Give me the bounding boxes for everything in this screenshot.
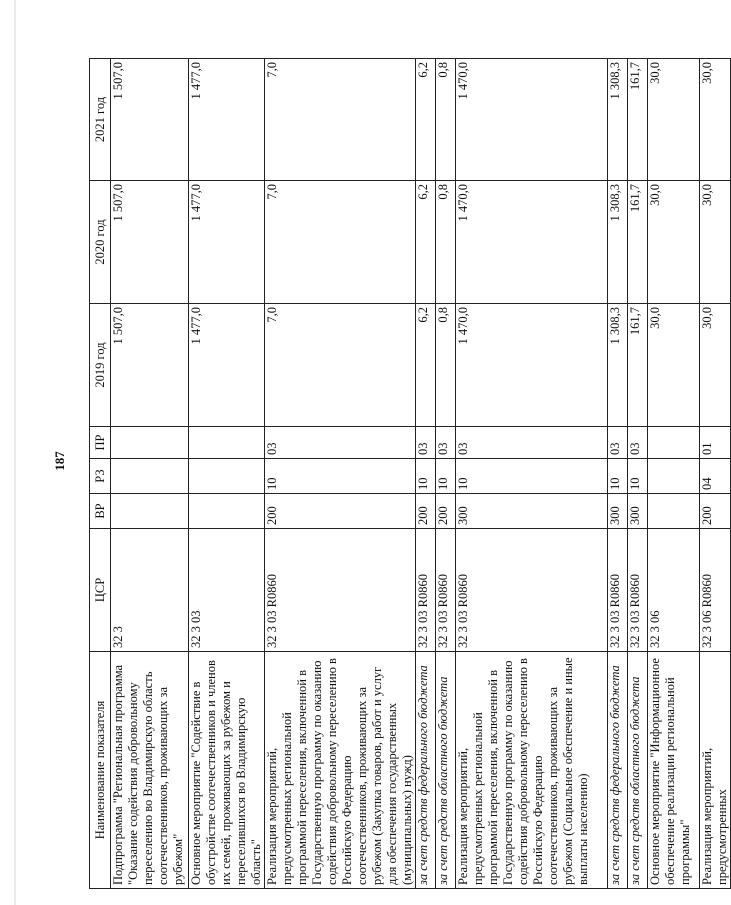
value-2020-cell: 0,8 (436, 181, 456, 304)
header-csr: ЦСР (90, 529, 111, 652)
value-2019-cell: 7,0 (265, 304, 416, 427)
value-2020-cell: 7,0 (265, 181, 416, 304)
name-cell: за счет средств областного бюджета (436, 652, 456, 889)
rz-cell: 10 (608, 459, 628, 494)
header-2020: 2020 год (90, 181, 111, 304)
page-number: 187 (52, 451, 67, 471)
header-pr: ПР (90, 427, 111, 459)
value-2020-cell: 1 477,0 (189, 181, 265, 304)
rz-cell: 10 (628, 459, 648, 494)
value-2021-cell: 1 470,0 (456, 59, 608, 181)
table-row (648, 59, 700, 889)
table-row (416, 59, 436, 889)
pr-cell: 03 (436, 427, 456, 459)
pr-cell (189, 427, 265, 459)
table-row (189, 59, 265, 889)
header-2021: 2021 год (90, 59, 111, 181)
rz-cell (648, 459, 700, 494)
budget-table (89, 58, 731, 889)
name-cell: Основное мероприятие "Содействие в обустройстве соотечественников и членов их семей, проживающих за рубежом и переселившихся во Владимирскую область" (189, 652, 265, 889)
pr-cell: 03 (456, 427, 608, 459)
value-2021-cell: 7,0 (265, 59, 416, 181)
pr-cell (648, 427, 700, 459)
csr-cell: 32 3 03 R0860 (436, 529, 456, 652)
value-2020-cell: 1 470,0 (456, 181, 608, 304)
rz-cell (111, 459, 189, 494)
value-2019-cell: 161,7 (628, 304, 648, 427)
value-2020-cell: 1 308,3 (608, 181, 628, 304)
table-row (436, 59, 456, 889)
value-2020-cell: 1 507,0 (111, 181, 189, 304)
csr-cell: 32 3 03 R0860 (265, 529, 416, 652)
table-row (608, 59, 628, 889)
rz-cell: 10 (436, 459, 456, 494)
header-rz: РЗ (90, 459, 111, 494)
csr-cell: 32 3 03 R0860 (608, 529, 628, 652)
value-2020-cell: 161,7 (628, 181, 648, 304)
table-row (700, 59, 731, 889)
value-2021-cell: 1 477,0 (189, 59, 265, 181)
vr-cell (189, 494, 265, 529)
vr-cell (648, 494, 700, 529)
value-2021-cell: 1 308,3 (608, 59, 628, 181)
pr-cell: 03 (416, 427, 436, 459)
name-cell: за счет средств областного бюджета (628, 652, 648, 889)
rotated-table-container (89, 59, 729, 889)
name-cell: Реализация мероприятий, предусмотренных (700, 652, 731, 889)
rz-cell (189, 459, 265, 494)
vr-cell: 300 (456, 494, 608, 529)
value-2019-cell: 1 470,0 (456, 304, 608, 427)
header-2019: 2019 год (90, 304, 111, 427)
pr-cell: 03 (628, 427, 648, 459)
value-2021-cell: 30,0 (648, 59, 700, 181)
vr-cell: 300 (608, 494, 628, 529)
table-row (111, 59, 189, 889)
name-cell: Основное мероприятие "Информационное обеспечение реализации региональной программы" (648, 652, 700, 889)
vr-cell: 200 (700, 494, 731, 529)
name-cell: Реализация мероприятий, предусмотренных региональной программой переселения, включенной в Государственную программу по оказанию содействия добровольному переселению в Российскую Федерацию соотечественников, проживающих за рубежом (Социальное обеспечение и иные выплаты населению) (456, 652, 608, 889)
csr-cell: 32 3 06 (648, 529, 700, 652)
value-2019-cell: 6,2 (416, 304, 436, 427)
rz-cell: 04 (700, 459, 731, 494)
value-2020-cell: 30,0 (700, 181, 731, 304)
rz-cell: 10 (265, 459, 416, 494)
header-vr: ВР (90, 494, 111, 529)
value-2021-cell: 6,2 (416, 59, 436, 181)
vr-cell: 200 (436, 494, 456, 529)
csr-cell: 32 3 03 R0860 (628, 529, 648, 652)
value-2019-cell: 1 308,3 (608, 304, 628, 427)
csr-cell: 32 3 03 (189, 529, 265, 652)
value-2019-cell: 0,8 (436, 304, 456, 427)
rz-cell: 10 (456, 459, 608, 494)
vr-cell: 200 (416, 494, 436, 529)
pr-cell: 03 (608, 427, 628, 459)
vr-cell: 200 (265, 494, 416, 529)
pr-cell: 03 (265, 427, 416, 459)
value-2019-cell: 30,0 (700, 304, 731, 427)
csr-cell: 32 3 03 R0860 (416, 529, 436, 652)
table-body (111, 59, 731, 889)
value-2021-cell: 0,8 (436, 59, 456, 181)
value-2019-cell: 1 477,0 (189, 304, 265, 427)
vr-cell (111, 494, 189, 529)
pr-cell: 01 (700, 427, 731, 459)
table-header-row (90, 59, 111, 889)
name-cell: за счет средств федерального бюджета (416, 652, 436, 889)
name-cell: Подпрограмма "Региональная программа "Оказание содействия добровольному переселению во Владимирскую область соотечественников, проживающих за рубежом" (111, 652, 189, 889)
csr-cell: 32 3 06 R0860 (700, 529, 731, 652)
value-2021-cell: 30,0 (700, 59, 731, 181)
name-cell: за счет средств федерального бюджета (608, 652, 628, 889)
value-2021-cell: 1 507,0 (111, 59, 189, 181)
value-2020-cell: 6,2 (416, 181, 436, 304)
value-2019-cell: 30,0 (648, 304, 700, 427)
csr-cell: 32 3 (111, 529, 189, 652)
value-2020-cell: 30,0 (648, 181, 700, 304)
name-cell: Реализация мероприятий, предусмотренных региональной программой переселения, включенной в Государственную программу по оказанию содействия добровольному переселению в Российскую Федерацию соотечественников, проживающих за рубежом (Закупка товаров, работ и услуг для обеспечения государственных (муниципальных) нужд) (265, 652, 416, 889)
csr-cell: 32 3 03 R0860 (456, 529, 608, 652)
pr-cell (111, 427, 189, 459)
header-name: Наименование показателя (90, 652, 111, 889)
scan-edge (14, 0, 16, 905)
table-row (265, 59, 416, 889)
value-2019-cell: 1 507,0 (111, 304, 189, 427)
table-row (456, 59, 608, 889)
value-2021-cell: 161,7 (628, 59, 648, 181)
vr-cell: 300 (628, 494, 648, 529)
rz-cell: 10 (416, 459, 436, 494)
table-row (628, 59, 648, 889)
